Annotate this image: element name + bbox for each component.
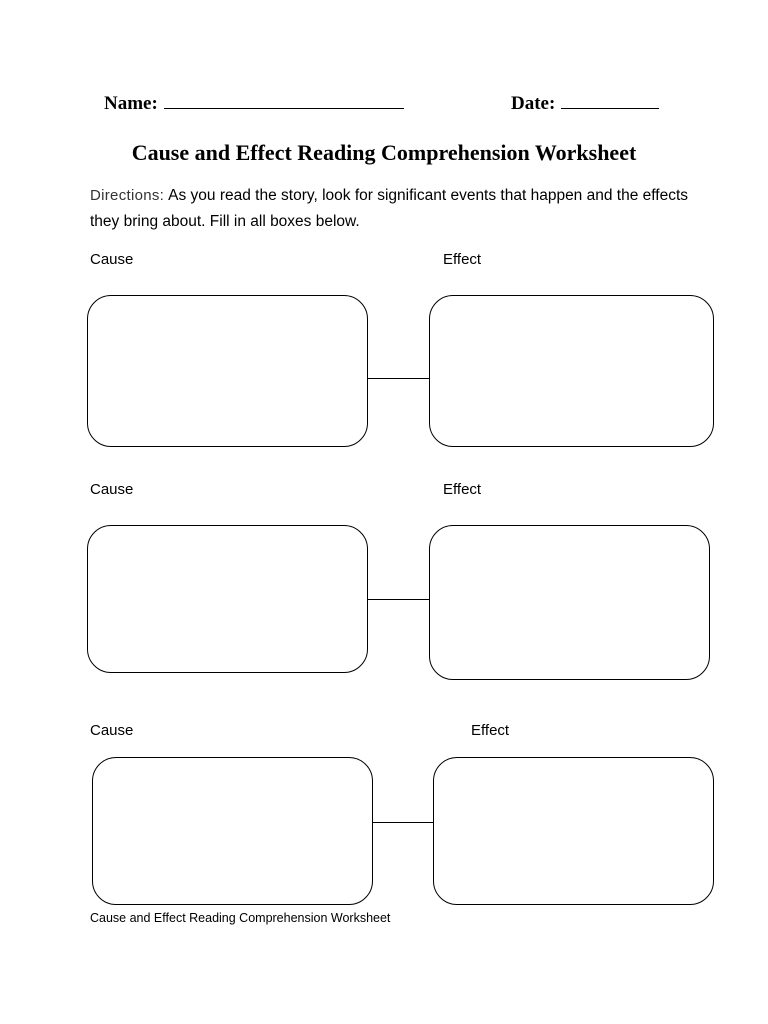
effect-box-2[interactable] (429, 525, 710, 680)
name-blank-line[interactable] (164, 90, 404, 109)
name-field[interactable] (104, 90, 404, 115)
connector-line-2 (368, 599, 429, 600)
connector-line-1 (368, 378, 429, 379)
directions-label: Directions: (90, 187, 165, 204)
date-blank-line[interactable] (561, 90, 659, 109)
cause-label-1: Cause (90, 251, 134, 268)
directions-text: As you read the story, look for significant events that happen and the effects they bring about. Fill in all boxes below. (90, 187, 689, 230)
cause-label-2: Cause (90, 481, 134, 498)
cause-box-3[interactable] (92, 757, 373, 905)
cause-label-3: Cause (90, 722, 134, 739)
date-field[interactable] (511, 90, 659, 115)
date-label: Date: (511, 93, 556, 114)
effect-label-3: Effect (471, 722, 510, 739)
worksheet-title: Cause and Effect Reading Comprehension Worksheet (131, 140, 637, 165)
effect-label-1: Effect (443, 251, 482, 268)
directions (90, 183, 690, 235)
effect-box-3[interactable] (433, 757, 714, 905)
effect-box-1[interactable] (429, 295, 714, 447)
footer-caption: Cause and Effect Reading Comprehension Worksheet (90, 911, 391, 925)
cause-box-2[interactable] (87, 525, 368, 673)
connector-line-3 (373, 822, 434, 823)
effect-label-2: Effect (443, 481, 482, 498)
cause-box-1[interactable] (87, 295, 368, 447)
name-label: Name: (104, 93, 158, 114)
